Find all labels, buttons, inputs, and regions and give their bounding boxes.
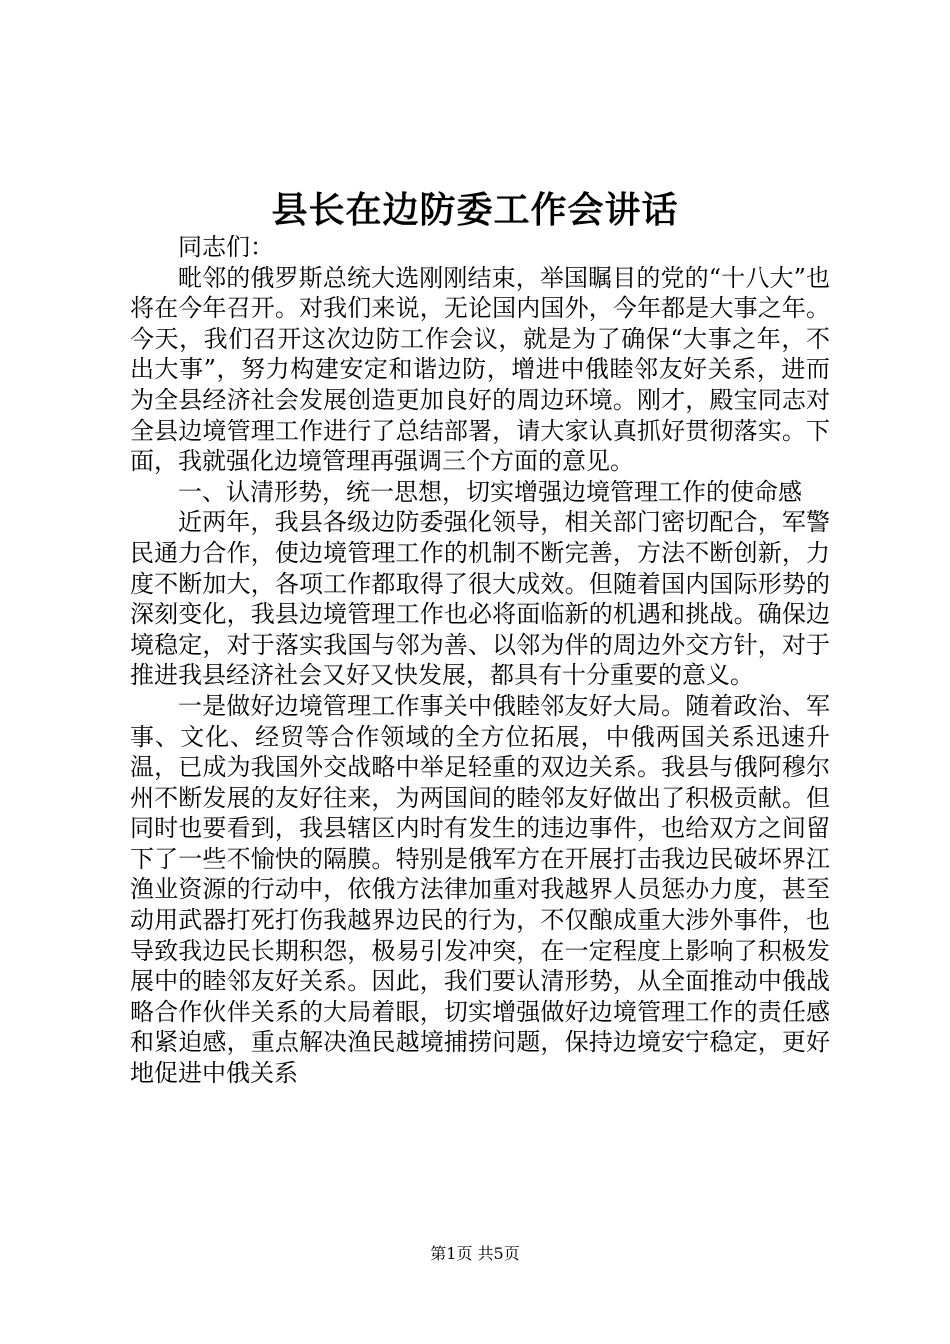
page-number-footer: 第1页 共5页: [430, 1244, 520, 1263]
section-heading-1: 一、认清形势，统一思想，切实增强边境管理工作的使命感: [178, 477, 802, 506]
salutation: 同志们：: [178, 233, 274, 261]
paragraph-point-1: 一是做好边境管理工作事关中俄睦邻友好大局。随着政治、军事、文化、经贸等合作领域的全方位拓展，中俄两国关系迅速升温，已成为我国外交战略中举足轻重的双边关系。我县与俄阿穆尔州不断发展的友好往来，为两国间的睦邻友好做出了积极贡献。但同时也要看到，我县辖区内时有发生的违边事件，也给双方之间留下了一些不愉快的隔膜。特别是俄军方在开展打击我边民破坏界江渔业资源的行动中，依俄方法律加重对我越界人员惩办力度，甚至动用武器打死打伤我越界边民的行为，不仅酿成重大涉外事件，也导致我边民长期积怨，极易引发冲突，在一定程度上影响了积极发展中的睦邻友好关系。因此，我们要认清形势，从全面推动中俄战略合作伙伴关系的大局着眼，切实增强做好边境管理工作的责任感和紧迫感，重点解决渔民越境捕捞问题，保持边境安宁稳定，更好地促进中俄关系: [130, 691, 830, 1088]
paragraph-section-1: 近两年，我县各级边防委强化领导，相关部门密切配合，军警民通力合作，使边境管理工作的机制不断完善，方法不断创新，力度不断加大，各项工作都取得了很大成效。但随着国内国际形势的深刻变化，我县边境管理工作也必将面临新的机遇和挑战。确保边境稳定，对于落实我国与邻为善、以邻为伴的周边外交方针，对于推进我县经济社会又好又快发展，都具有十分重要的意义。: [130, 508, 830, 690]
paragraph-intro: 毗邻的俄罗斯总统大选刚刚结束，举国瞩目的党的“十八大”也将在今年召开。对我们来说，无论国内国外，今年都是大事之年。今天，我们召开这次边防工作会议，就是为了确保“大事之年，不出大事”，努力构建安定和谐边防，增进中俄睦邻友好关系，进而为全县经济社会发展创造更加良好的周边环境。刚才，殿宝同志对全县边境管理工作进行了总结部署，请大家认真抓好贯彻落实。下面，我就强化边境管理再强调三个方面的意见。: [130, 263, 830, 476]
document-title: 县长在边防委工作会讲话: [271, 189, 679, 231]
document-body: [130, 232, 830, 1089]
